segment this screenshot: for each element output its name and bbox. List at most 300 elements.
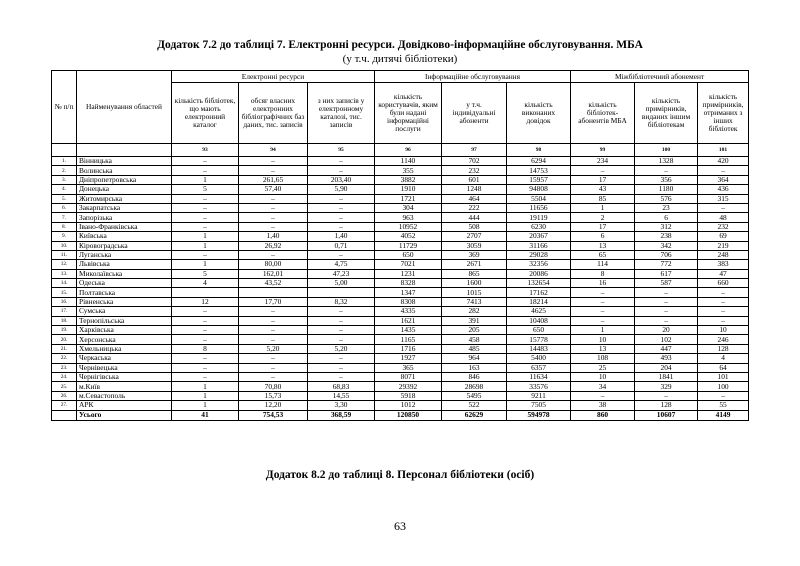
value-cell: 1716 xyxy=(375,344,442,353)
row-number: 5. xyxy=(52,194,77,203)
col-code: 101 xyxy=(698,144,749,157)
value-cell: 4 xyxy=(172,279,239,288)
value-cell: 702 xyxy=(442,157,507,166)
region-name: Вінницька xyxy=(77,157,172,166)
value-cell: 20 xyxy=(635,326,698,335)
value-cell: 100 xyxy=(698,382,749,391)
value-cell: – xyxy=(239,203,308,212)
value-cell: 1347 xyxy=(375,288,442,297)
table-row xyxy=(52,222,749,231)
value-cell: 587 xyxy=(635,279,698,288)
value-cell: 94808 xyxy=(507,185,571,194)
value-cell: – xyxy=(308,166,375,175)
value-cell: 12,20 xyxy=(239,401,308,410)
value-cell: 38 xyxy=(571,401,635,410)
header-num: № п/п xyxy=(52,71,77,144)
col-header: у т.ч. індивідуальні абоненти xyxy=(442,83,507,144)
value-cell: 219 xyxy=(698,241,749,250)
row-number: 26. xyxy=(52,391,77,400)
value-cell: 5918 xyxy=(375,391,442,400)
value-cell: 9211 xyxy=(507,391,571,400)
row-number: 10. xyxy=(52,241,77,250)
value-cell: 1 xyxy=(172,260,239,269)
value-cell: 6 xyxy=(571,232,635,241)
col-code: 98 xyxy=(507,144,571,157)
value-cell: 617 xyxy=(635,269,698,278)
value-cell: 10408 xyxy=(507,316,571,325)
value-cell: 1 xyxy=(172,175,239,184)
value-cell: – xyxy=(239,335,308,344)
value-cell: 5,90 xyxy=(308,185,375,194)
col-header: кількість примірників, отриманих з інших бібліотек xyxy=(698,83,749,144)
table-row xyxy=(52,382,749,391)
value-cell: 4,75 xyxy=(308,260,375,269)
region-name: Херсонська xyxy=(77,335,172,344)
value-cell: 25 xyxy=(571,363,635,372)
value-cell: 132654 xyxy=(507,279,571,288)
value-cell: 650 xyxy=(507,326,571,335)
value-cell: 29392 xyxy=(375,382,442,391)
total-number xyxy=(52,410,77,420)
value-cell: 6 xyxy=(635,213,698,222)
table-row xyxy=(52,372,749,381)
value-cell: 1248 xyxy=(442,185,507,194)
value-cell: 8308 xyxy=(375,297,442,306)
value-cell: 17,70 xyxy=(239,297,308,306)
region-name: Житомирська xyxy=(77,194,172,203)
page-title: Додаток 7.2 до таблиці 7. Електронні ресурси. Довідково-інформаційне обслуговування. МБА xyxy=(157,39,643,51)
group-interlibrary-loan: Міжбібліотечний абонемент xyxy=(571,71,749,83)
value-cell: 304 xyxy=(375,203,442,212)
value-cell: – xyxy=(698,307,749,316)
value-cell: 5504 xyxy=(507,194,571,203)
region-name: Полтавська xyxy=(77,288,172,297)
value-cell: 11656 xyxy=(507,203,571,212)
value-cell: 522 xyxy=(442,401,507,410)
row-number: 8. xyxy=(52,222,77,231)
row-number: 14. xyxy=(52,279,77,288)
value-cell: 8 xyxy=(571,269,635,278)
row-number: 21. xyxy=(52,344,77,353)
value-cell: – xyxy=(172,354,239,363)
value-cell: 17162 xyxy=(507,288,571,297)
table-row xyxy=(52,391,749,400)
value-cell: 10 xyxy=(571,335,635,344)
value-cell: 19119 xyxy=(507,213,571,222)
value-cell: – xyxy=(698,297,749,306)
region-name: Миколаївська xyxy=(77,269,172,278)
value-cell: 17 xyxy=(571,175,635,184)
value-cell: – xyxy=(308,335,375,344)
value-cell: – xyxy=(698,166,749,175)
row-number: 9. xyxy=(52,232,77,241)
row-number: 13. xyxy=(52,269,77,278)
value-cell: – xyxy=(172,307,239,316)
value-cell: – xyxy=(239,157,308,166)
value-cell: – xyxy=(308,203,375,212)
page-number: 63 xyxy=(394,519,406,533)
row-number: 23. xyxy=(52,363,77,372)
value-cell: – xyxy=(239,363,308,372)
value-cell: – xyxy=(308,250,375,259)
value-cell: 963 xyxy=(375,213,442,222)
total-value: 120850 xyxy=(375,410,442,420)
region-name: Волинська xyxy=(77,166,172,175)
value-cell: – xyxy=(571,307,635,316)
value-cell: 1140 xyxy=(375,157,442,166)
value-cell: 1 xyxy=(571,203,635,212)
table-row xyxy=(52,297,749,306)
total-value: 754,53 xyxy=(239,410,308,420)
row-number: 24. xyxy=(52,372,77,381)
value-cell: 232 xyxy=(698,222,749,231)
table-row xyxy=(52,175,749,184)
value-cell: 5 xyxy=(172,185,239,194)
value-cell: 261,65 xyxy=(239,175,308,184)
value-cell: 444 xyxy=(442,213,507,222)
value-cell: 20086 xyxy=(507,269,571,278)
col-header: з них записів у електронному каталозі, тис. записів xyxy=(308,83,375,144)
value-cell: – xyxy=(308,372,375,381)
value-cell: – xyxy=(172,326,239,335)
value-cell: 312 xyxy=(635,222,698,231)
value-cell: 15778 xyxy=(507,335,571,344)
value-cell: – xyxy=(308,194,375,203)
value-cell: 31166 xyxy=(507,241,571,250)
value-cell: 33576 xyxy=(507,382,571,391)
row-number: 4. xyxy=(52,185,77,194)
value-cell: – xyxy=(308,222,375,231)
value-cell: 364 xyxy=(698,175,749,184)
value-cell: 64 xyxy=(698,363,749,372)
value-cell: 232 xyxy=(442,166,507,175)
value-cell: – xyxy=(172,194,239,203)
row-number: 7. xyxy=(52,213,77,222)
value-cell: 420 xyxy=(698,157,749,166)
total-value: 10607 xyxy=(635,410,698,420)
value-cell: 369 xyxy=(442,250,507,259)
header-name: Найменування областей xyxy=(77,71,172,144)
value-cell: 85 xyxy=(571,194,635,203)
value-cell: 205 xyxy=(442,326,507,335)
value-cell: 356 xyxy=(635,175,698,184)
value-cell: 391 xyxy=(442,316,507,325)
value-cell: 128 xyxy=(635,401,698,410)
value-cell: 28698 xyxy=(442,382,507,391)
value-cell: – xyxy=(172,203,239,212)
value-cell: 5 xyxy=(172,269,239,278)
row-number: 18. xyxy=(52,316,77,325)
value-cell: 238 xyxy=(635,232,698,241)
value-cell: 365 xyxy=(375,363,442,372)
value-cell: 1165 xyxy=(375,335,442,344)
value-cell: 1 xyxy=(172,241,239,250)
value-cell: – xyxy=(698,391,749,400)
value-cell: 576 xyxy=(635,194,698,203)
value-cell: 5400 xyxy=(507,354,571,363)
value-cell: 458 xyxy=(442,335,507,344)
value-cell: 47 xyxy=(698,269,749,278)
table-row xyxy=(52,316,749,325)
data-table xyxy=(51,70,749,421)
value-cell: 1,40 xyxy=(308,232,375,241)
value-cell: 34 xyxy=(571,382,635,391)
value-cell: 47,23 xyxy=(308,269,375,278)
value-cell: 5,00 xyxy=(308,279,375,288)
region-name: Хмельницька xyxy=(77,344,172,353)
value-cell: 3059 xyxy=(442,241,507,250)
total-value: 368,59 xyxy=(308,410,375,420)
value-cell: 1015 xyxy=(442,288,507,297)
value-cell: – xyxy=(698,288,749,297)
value-cell: 508 xyxy=(442,222,507,231)
value-cell: 1 xyxy=(172,232,239,241)
value-cell: – xyxy=(571,297,635,306)
row-number: 11. xyxy=(52,250,77,259)
value-cell: – xyxy=(239,166,308,175)
value-cell: 203,40 xyxy=(308,175,375,184)
value-cell: 222 xyxy=(442,203,507,212)
region-name: Закарпатська xyxy=(77,203,172,212)
value-cell: 246 xyxy=(698,335,749,344)
value-cell: – xyxy=(571,288,635,297)
value-cell: 26,92 xyxy=(239,241,308,250)
value-cell: 7505 xyxy=(507,401,571,410)
value-cell: 282 xyxy=(442,307,507,316)
region-name: Тернопільська xyxy=(77,316,172,325)
col-header: кількість бібліотек-абонентів МБА xyxy=(571,83,635,144)
value-cell: – xyxy=(308,363,375,372)
value-cell: 65 xyxy=(571,250,635,259)
value-cell: 650 xyxy=(375,250,442,259)
value-cell: 12 xyxy=(172,297,239,306)
value-cell: 48 xyxy=(698,213,749,222)
table-row xyxy=(52,194,749,203)
value-cell: – xyxy=(172,222,239,231)
table-row xyxy=(52,241,749,250)
value-cell: – xyxy=(172,157,239,166)
code-cell xyxy=(77,144,172,157)
value-cell: 1 xyxy=(571,326,635,335)
col-header: обсяг власних електронних бібліографічних баз даних, тис. записів xyxy=(239,83,308,144)
next-section-title: Додаток 8.2 до таблиці 8. Персонал бібліотеки (осіб) xyxy=(265,469,535,481)
value-cell: – xyxy=(172,166,239,175)
value-cell: – xyxy=(239,316,308,325)
row-number: 17. xyxy=(52,307,77,316)
value-cell: 1841 xyxy=(635,372,698,381)
value-cell: 315 xyxy=(698,194,749,203)
col-header: кількість користувачів, яким були надані інформаційні послуги xyxy=(375,83,442,144)
value-cell: 1721 xyxy=(375,194,442,203)
value-cell: – xyxy=(635,297,698,306)
value-cell: 18214 xyxy=(507,297,571,306)
value-cell: 772 xyxy=(635,260,698,269)
table-row xyxy=(52,363,749,372)
col-header: кількість примірників, виданих іншим бібліотекам xyxy=(635,83,698,144)
table-row xyxy=(52,279,749,288)
value-cell xyxy=(172,288,239,297)
value-cell: 13 xyxy=(571,344,635,353)
value-cell: 57,40 xyxy=(239,185,308,194)
value-cell: 436 xyxy=(698,185,749,194)
value-cell: – xyxy=(239,354,308,363)
value-cell: – xyxy=(635,288,698,297)
value-cell: 1435 xyxy=(375,326,442,335)
value-cell: 13 xyxy=(571,241,635,250)
region-name: Чернівецька xyxy=(77,363,172,372)
value-cell: 6294 xyxy=(507,157,571,166)
value-cell: – xyxy=(239,250,308,259)
value-cell: – xyxy=(172,372,239,381)
value-cell: 8071 xyxy=(375,372,442,381)
value-cell: 43 xyxy=(571,185,635,194)
value-cell: 68,83 xyxy=(308,382,375,391)
value-cell: 17 xyxy=(571,222,635,231)
row-number: 16. xyxy=(52,297,77,306)
value-cell: 2671 xyxy=(442,260,507,269)
table-row xyxy=(52,213,749,222)
value-cell: 43,52 xyxy=(239,279,308,288)
table-row xyxy=(52,288,749,297)
row-number: 27. xyxy=(52,401,77,410)
value-cell: – xyxy=(698,316,749,325)
value-cell: 493 xyxy=(635,354,698,363)
value-cell: 10 xyxy=(571,372,635,381)
row-number: 15. xyxy=(52,288,77,297)
col-code: 95 xyxy=(308,144,375,157)
value-cell: 1231 xyxy=(375,269,442,278)
table-row xyxy=(52,269,749,278)
total-value: 860 xyxy=(571,410,635,420)
value-cell: 5,20 xyxy=(308,344,375,353)
col-code: 94 xyxy=(239,144,308,157)
value-cell: 329 xyxy=(635,382,698,391)
value-cell: 2707 xyxy=(442,232,507,241)
value-cell: 6230 xyxy=(507,222,571,231)
value-cell: 108 xyxy=(571,354,635,363)
value-cell: 10 xyxy=(698,326,749,335)
value-cell: 69 xyxy=(698,232,749,241)
region-name: Запорізька xyxy=(77,213,172,222)
table-row xyxy=(52,344,749,353)
value-cell: 6357 xyxy=(507,363,571,372)
value-cell: 29028 xyxy=(507,250,571,259)
value-cell: 706 xyxy=(635,250,698,259)
value-cell: – xyxy=(308,213,375,222)
value-cell: 4 xyxy=(698,354,749,363)
table-row xyxy=(52,185,749,194)
group-info-service: Інформаційне обслуговування xyxy=(375,71,571,83)
value-cell: – xyxy=(308,316,375,325)
value-cell xyxy=(308,288,375,297)
table-row xyxy=(52,203,749,212)
value-cell: 660 xyxy=(698,279,749,288)
table-row xyxy=(52,335,749,344)
value-cell: 163 xyxy=(442,363,507,372)
value-cell: 14,55 xyxy=(308,391,375,400)
value-cell: 5,20 xyxy=(239,344,308,353)
value-cell: 102 xyxy=(635,335,698,344)
col-code: 93 xyxy=(172,144,239,157)
value-cell: 4335 xyxy=(375,307,442,316)
table-row xyxy=(52,401,749,410)
table-body xyxy=(52,157,749,421)
total-label: Усього xyxy=(77,410,172,420)
value-cell: – xyxy=(698,203,749,212)
value-cell: 162,01 xyxy=(239,269,308,278)
value-cell: – xyxy=(172,213,239,222)
value-cell: 234 xyxy=(571,157,635,166)
value-cell: 2 xyxy=(571,213,635,222)
value-cell: 846 xyxy=(442,372,507,381)
value-cell: – xyxy=(308,307,375,316)
region-name: Луганська xyxy=(77,250,172,259)
col-code: 100 xyxy=(635,144,698,157)
value-cell: 1 xyxy=(172,391,239,400)
value-cell: – xyxy=(308,157,375,166)
value-cell: 114 xyxy=(571,260,635,269)
table-row xyxy=(52,326,749,335)
region-name: Донецька xyxy=(77,185,172,194)
value-cell: 1910 xyxy=(375,185,442,194)
region-name: Кіровоградська xyxy=(77,241,172,250)
row-number: 22. xyxy=(52,354,77,363)
value-cell: 14483 xyxy=(507,344,571,353)
table-row xyxy=(52,166,749,175)
value-cell: 55 xyxy=(698,401,749,410)
value-cell: – xyxy=(308,326,375,335)
region-name: АРК xyxy=(77,401,172,410)
value-cell: 8,32 xyxy=(308,297,375,306)
total-value: 41 xyxy=(172,410,239,420)
value-cell: 101 xyxy=(698,372,749,381)
value-cell: 964 xyxy=(442,354,507,363)
region-name: Дніпропетровська xyxy=(77,175,172,184)
value-cell: 70,80 xyxy=(239,382,308,391)
value-cell: – xyxy=(571,166,635,175)
region-name: Чернігівська xyxy=(77,372,172,381)
value-cell: 14753 xyxy=(507,166,571,175)
value-cell: 1,40 xyxy=(239,232,308,241)
value-cell: – xyxy=(172,316,239,325)
value-cell: 7413 xyxy=(442,297,507,306)
region-name: Київська xyxy=(77,232,172,241)
value-cell: – xyxy=(172,250,239,259)
value-cell: 1 xyxy=(172,401,239,410)
value-cell: 1328 xyxy=(635,157,698,166)
region-name: Львівська xyxy=(77,260,172,269)
value-cell: 383 xyxy=(698,260,749,269)
value-cell: 8328 xyxy=(375,279,442,288)
value-cell: 11634 xyxy=(507,372,571,381)
value-cell: – xyxy=(172,363,239,372)
value-cell: – xyxy=(239,222,308,231)
col-header: кількість виконаних довідок xyxy=(507,83,571,144)
value-cell: 1600 xyxy=(442,279,507,288)
value-cell: 1 xyxy=(172,382,239,391)
value-cell: 15957 xyxy=(507,175,571,184)
value-cell: 1927 xyxy=(375,354,442,363)
value-cell: 16 xyxy=(571,279,635,288)
col-code: 96 xyxy=(375,144,442,157)
table-row xyxy=(52,354,749,363)
code-cell xyxy=(52,144,77,157)
value-cell: 601 xyxy=(442,175,507,184)
row-number: 20. xyxy=(52,335,77,344)
value-cell: – xyxy=(635,391,698,400)
value-cell: 15,73 xyxy=(239,391,308,400)
value-cell: – xyxy=(635,316,698,325)
